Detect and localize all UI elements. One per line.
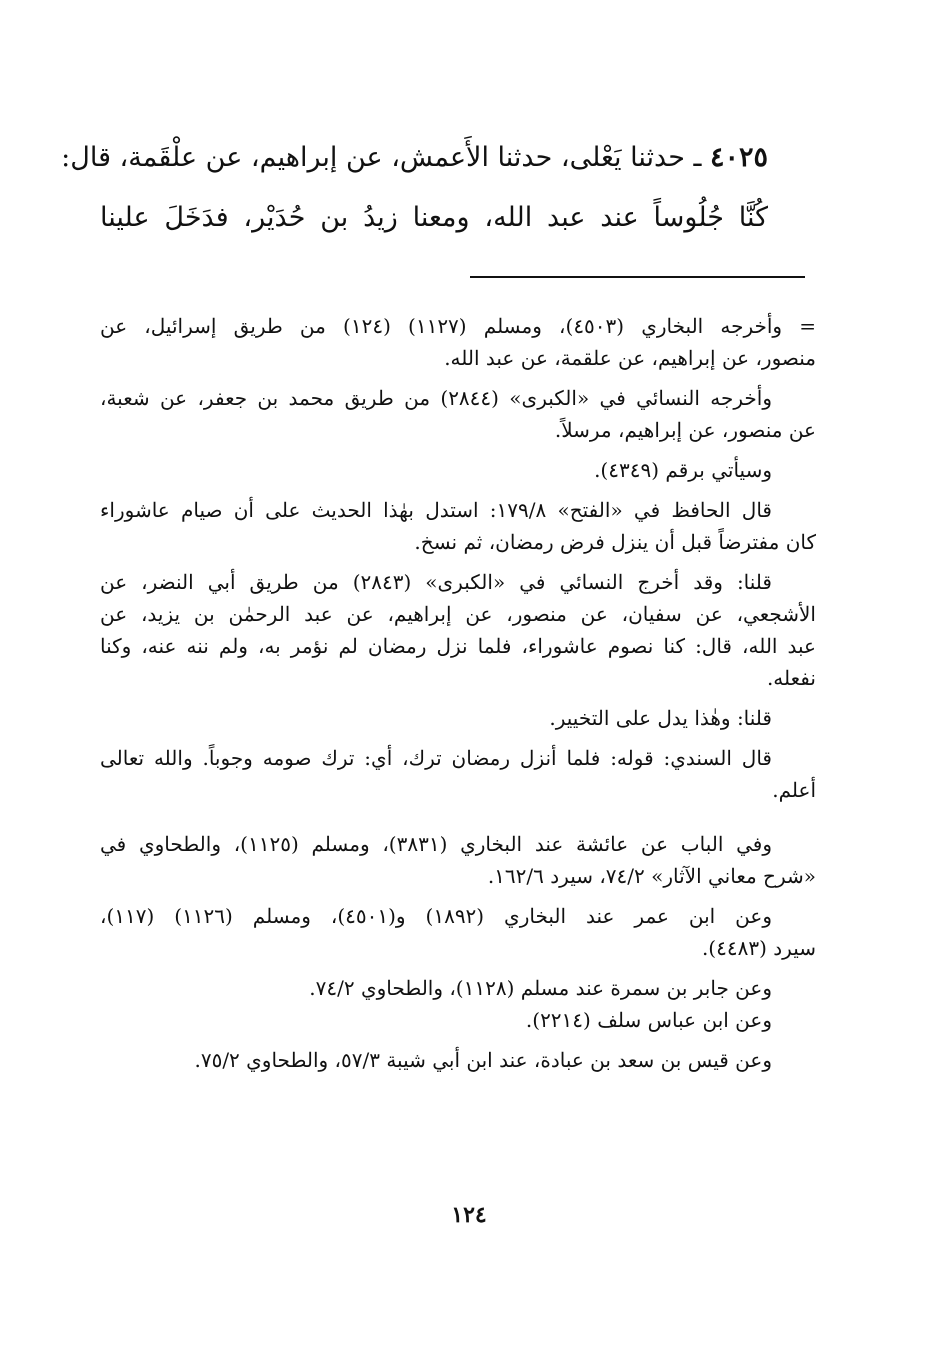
hadith-text	[61, 128, 768, 248]
footnote-line: وعن جابر بن سمرة عند مسلم (١١٢٨)، والطحاوي ٧٤/٢.	[309, 976, 772, 1000]
footnote-line: عبد الله، قال: كنا نصوم عاشوراء، فلما نزل رمضان لم نؤمر به، ولم ننه عنه، وكنا	[100, 634, 816, 658]
footnote-line: وعن ابن عمر عند البخاري (١٨٩٢) و(٤٥٠١)، ومسلم (١١٢٦) (١١٧)،	[100, 904, 773, 928]
footnote-line: منصور، عن إبراهيم، عن علقمة، عن عبد الله.	[444, 346, 816, 370]
footnote-line: وفي الباب عن عائشة عند البخاري (٣٨٣١)، ومسلم (١١٢٥)، والطحاوي في	[100, 832, 772, 856]
footnote-line: سيرد (٤٤٨٣).	[701, 936, 816, 960]
hadith-line-1	[61, 128, 768, 188]
page-number: ١٢٤	[451, 1202, 487, 1228]
hadith-line-2	[100, 188, 768, 248]
footnote-line: وعن قيس بن سعد بن عبادة، عند ابن أبي شيبة ٥٧/٣، والطحاوي ٧٥/٢.	[194, 1048, 772, 1072]
footnotes	[100, 310, 816, 1076]
footnote-line: وسيأتي برقم (٤٣٤٩).	[594, 458, 772, 482]
footnote-line: وأخرجه النسائي في «الكبرى» (٢٨٤٤) من طريق محمد بن جعفر، عن شعبة،	[100, 386, 772, 410]
footnote-line: نفعله.	[766, 666, 816, 690]
footnote-line: = وأخرجه البخاري (٤٥٠٣)، ومسلم (١١٢٧) (١٢٤) من طريق إسرائيل، عن	[100, 314, 816, 338]
footnote-line: قلنا: وقد أخرج النسائي في «الكبرى» (٢٨٤٣) من طريق أبي النضر، عن	[100, 570, 772, 594]
footnote-line: قلنا: وهٰذا يدل على التخيير.	[549, 706, 772, 730]
footnote-line: «شرح معاني الآثار» ٧٤/٢، سيرد ١٦٢/٦.	[487, 864, 816, 888]
footnote-line: قال السندي: قوله: فلما أنزل رمضان ترك، أي: ترك صومه وجوباً. والله تعالى	[100, 746, 772, 770]
hadith-line-1-text: ـ حدثنا يَعْلى، حدثنا الأَعمش، عن إبراهيم، عن علْقَمة، قال:	[61, 142, 710, 173]
footnote-line: قال الحافظ في «الفتح» ١٧٩/٨: استدل بهٰذا الحديث على أن صيام عاشوراء	[100, 498, 772, 522]
footnote-line: أعلم.	[772, 778, 816, 802]
footnote-line: كان مفترضاً قبل أن ينزل فرض رمضان، ثم نسخ.	[414, 530, 816, 554]
footnote-line: الأشجعي، عن سفيان، عن منصور، عن إبراهيم، عن عبد الرحمٰن بن يزيد، عن	[100, 602, 816, 626]
footnote-line: وعن ابن عباس سلف (٢٢١٤).	[525, 1008, 772, 1032]
hadith-line-2-text: كُنَّا جُلُوساً عند عبد الله، ومعنا زيدُ بن حُدَيْر، فدَخَلَ علينا	[100, 202, 768, 233]
hadith-number: ٤٠٢٥	[709, 142, 768, 173]
footnote-line: عن منصور، عن إبراهيم، مرسلاً.	[554, 418, 816, 442]
footnote-divider	[470, 276, 805, 278]
